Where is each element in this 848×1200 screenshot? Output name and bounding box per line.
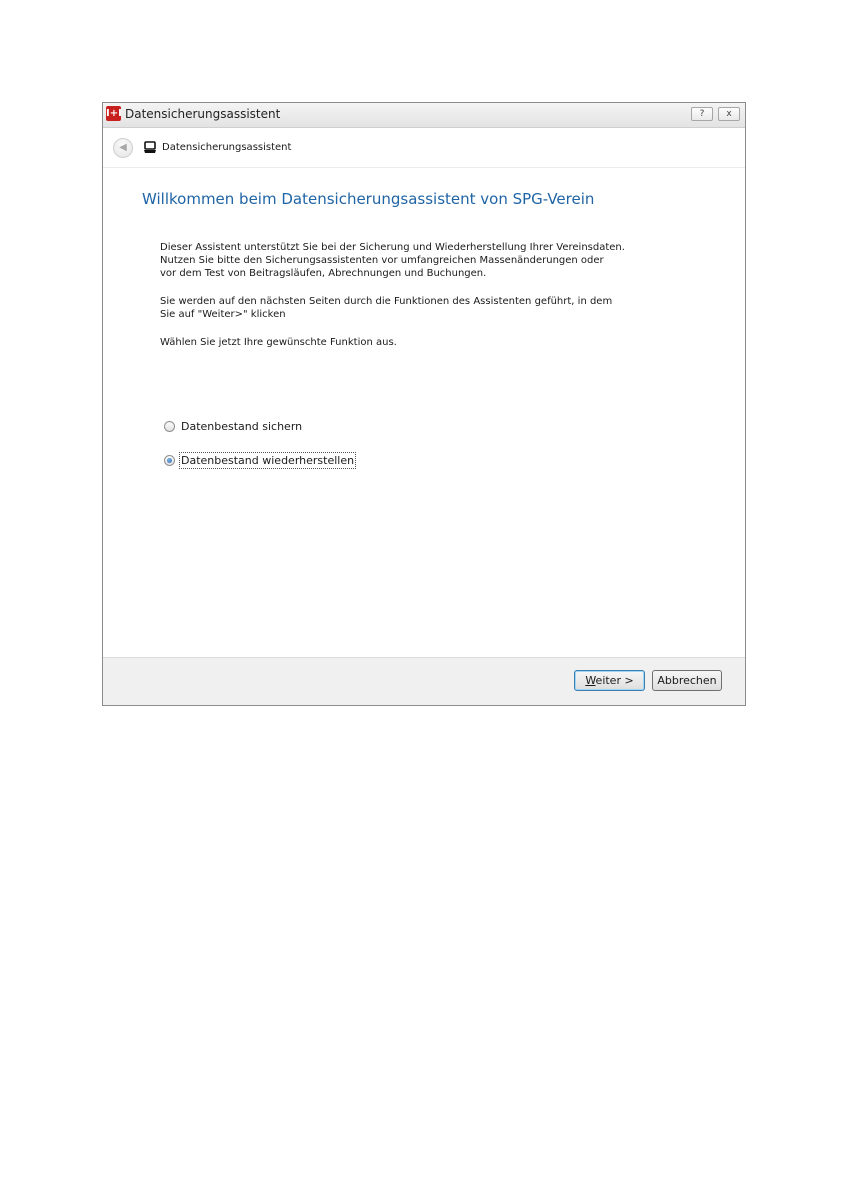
backup-drive-icon <box>143 140 157 154</box>
intro-line-2: Nutzen Sie bitte den Sicherungsassistenten vor umfangreichen Massenänderungen oder <box>160 255 604 266</box>
choose-prompt: Wählen Sie jetzt Ihre gewünschte Funktion aus. <box>160 337 397 348</box>
wizard-footer <box>103 657 745 705</box>
back-button[interactable] <box>113 138 133 158</box>
help-button[interactable]: ? <box>691 107 713 121</box>
cancel-button[interactable]: Abbrechen <box>652 670 722 691</box>
back-arrow-icon: ◀ <box>119 142 127 153</box>
nav-title: Datensicherungsassistent <box>162 142 292 153</box>
title-bar[interactable] <box>103 103 745 128</box>
wizard-window <box>102 102 746 706</box>
guide-line-1: Sie werden auf den nächsten Seiten durch die Funktionen des Assistenten geführt, in dem <box>160 296 613 307</box>
intro-line-3: vor dem Test von Beitragsläufen, Abrechnungen und Buchungen. <box>160 268 487 279</box>
radio-backup[interactable] <box>164 421 175 432</box>
close-button[interactable] <box>718 107 740 121</box>
wizard-nav-bar <box>103 128 745 168</box>
radio-restore[interactable] <box>164 455 175 466</box>
next-label: eiter > <box>595 674 634 687</box>
intro-line-1: Dieser Assistent unterstützt Sie bei der Sicherung und Wiederherstellung Ihrer Vereinsdaten. <box>160 242 625 253</box>
option-backup-label[interactable]: Datenbestand sichern <box>181 420 303 433</box>
guide-line-2: Sie auf "Weiter>" klicken <box>160 309 286 320</box>
option-restore-label[interactable]: Datenbestand wiederherstellen <box>181 454 355 467</box>
app-logo-icon: I+I <box>106 108 122 119</box>
window-title: Datensicherungsassistent <box>125 107 281 121</box>
close-icon: x <box>726 109 732 119</box>
page-title: Willkommen beim Datensicherungsassistent von SPG-Verein <box>142 190 595 208</box>
next-button[interactable] <box>574 670 645 691</box>
next-mnemonic: W <box>585 674 596 687</box>
